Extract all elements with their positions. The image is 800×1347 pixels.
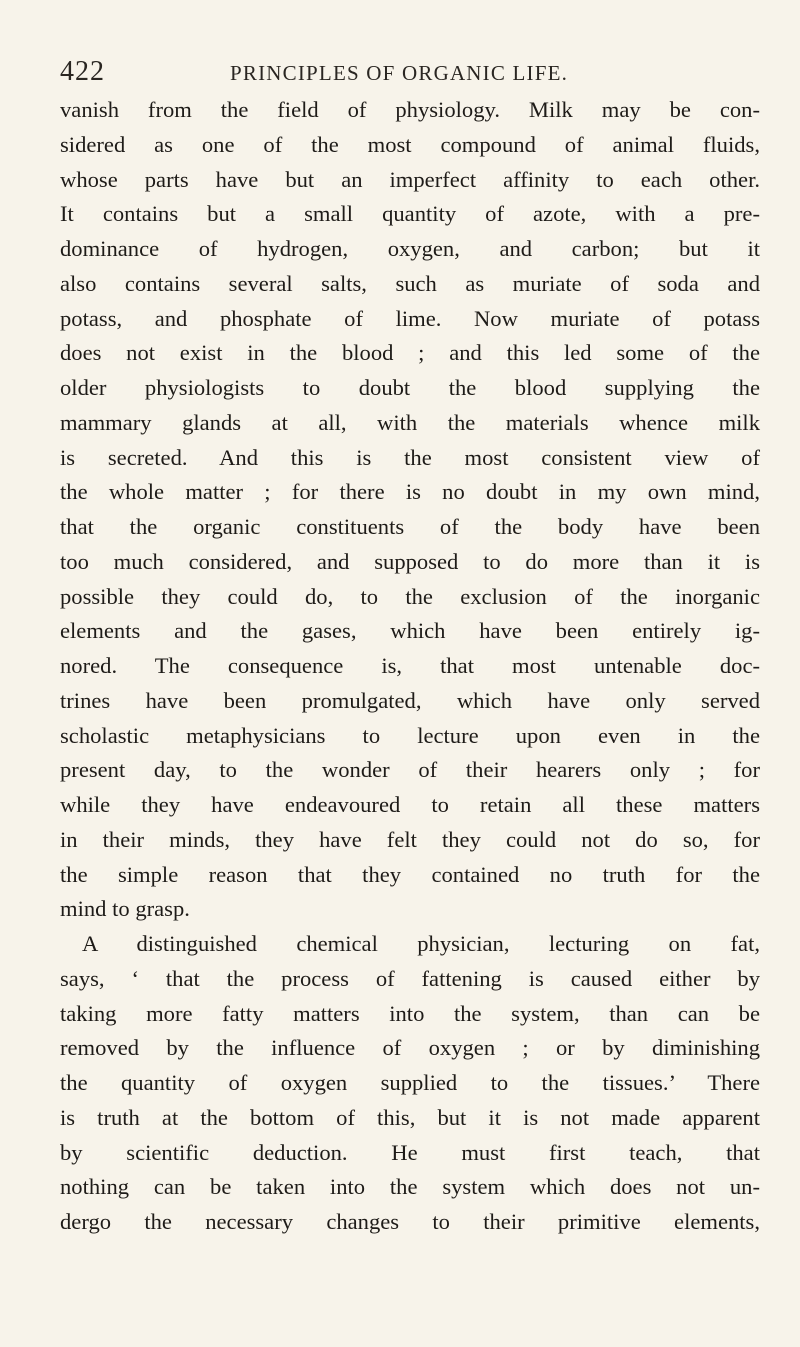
body-text [60,93,760,1240]
text-line: does not exist in the blood ; and this led some of the [60,340,760,366]
text-line: while they have endeavoured to retain all these matters [60,792,760,817]
text-line: vanish from the field of physiology. Milk may be con- [60,97,760,122]
text-line: elements and the gases, which have been entirely ig- [60,618,760,644]
text-line: A distinguished chemical physician, lecturing on fat, [82,931,760,956]
text-line: taking more fatty matters into the system, than can be [60,1000,760,1026]
text-line: dominance of hydrogen, oxygen, and carbon; but it [60,236,760,261]
text-line: sidered as one of the most compound of animal fluids, [60,131,760,157]
text-line: nothing can be taken into the system which does not un- [60,1174,760,1200]
text-line: says, ‘ that the process of fattening is caused either by [60,965,760,991]
text-line: is truth at the bottom of this, but it is not made apparent [60,1104,760,1130]
text-line: possible they could do, to the exclusion of the inorganic [60,583,760,609]
text-line: also contains several salts, such as muriate of soda and [60,270,760,296]
text-line: that the organic constituents of the body have been [60,514,760,539]
page-number: 422 [60,56,105,87]
text-line: present day, to the wonder of their hearers only ; for [60,757,760,783]
text-line: the quantity of oxygen supplied to the tissues.’ There [60,1070,760,1095]
text-line: whose parts have but an imperfect affinity to each other. [60,166,760,192]
text-line: in their minds, they have felt they could not do so, for [60,826,760,852]
text-line: too much considered, and supposed to do more than it is [60,548,760,574]
text-line: older physiologists to doubt the blood supplying the [60,375,760,400]
text-line: trines have been promulgated, which have only served [60,687,760,713]
text-line: scholastic metaphysicians to lecture upon even in the [60,722,760,748]
text-line: mammary glands at all, with the materials whence milk [60,409,760,435]
text-line: dergo the necessary changes to their primitive elements, [60,1209,760,1234]
text-line: removed by the influence of oxygen ; or by diminishing [60,1035,760,1061]
running-title: PRINCIPLES OF ORGANIC LIFE. [230,61,569,85]
running-head [60,54,760,90]
text-line: nored. The consequence is, that most untenable doc- [60,653,760,678]
text-line: the simple reason that they contained no truth for the [60,861,760,887]
text-line: It contains but a small quantity of azote, with a pre- [60,201,760,227]
text-line: is secreted. And this is the most consistent view of [60,444,760,470]
text-line: the whole matter ; for there is no doubt in my own mind, [60,479,760,505]
text-line: mind to grasp. [60,896,190,922]
text-line: potass, and phosphate of lime. Now muriate of potass [60,305,760,331]
text-line: by scientific deduction. He must first teach, that [60,1139,760,1165]
